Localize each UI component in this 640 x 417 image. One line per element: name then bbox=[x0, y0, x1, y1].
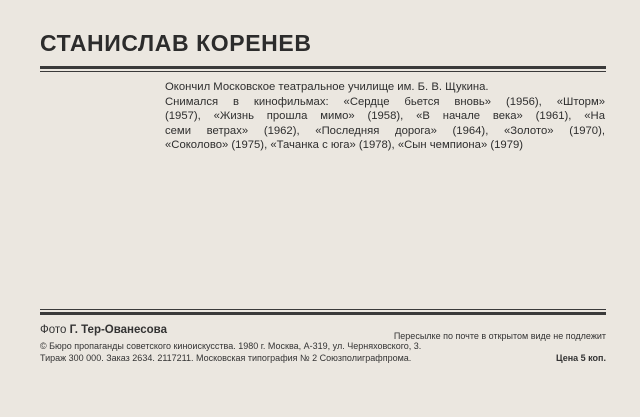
biography bbox=[165, 80, 605, 153]
title-rule-thick bbox=[40, 66, 606, 69]
photo-credit bbox=[40, 324, 167, 336]
title-rule-thin bbox=[40, 71, 606, 72]
publisher-line: © Бюро пропаганды советского киноискусства. 1980 г. Москва, А-319, ул. Черняховского, 3. bbox=[40, 341, 422, 351]
photo-credit-author: Г. Тер-Ованесова bbox=[69, 324, 167, 336]
print-info: Тираж 300 000. Заказ 2634. 2117211. Московская типография № 2 Союзполиграфпрома. bbox=[40, 353, 412, 363]
bio-line: (1957), «Жизнь прошла мимо» (1958), «В начале века» (1961), «На bbox=[165, 110, 605, 123]
price: Цена 5 коп. bbox=[556, 353, 606, 363]
page-title: СТАНИСЛАВ КОРЕНЕВ bbox=[40, 30, 312, 56]
photo-credit-prefix: Фото bbox=[40, 324, 67, 336]
bio-line: «Соколово» (1975), «Тачанка с юга» (1978), «Сын чемпиона» (1979) bbox=[165, 139, 524, 152]
bio-line: Окончил Московское театральное училище им. Б. В. Щукина. bbox=[165, 81, 489, 93]
mail-note: Пересылке по почте в открытом виде не подлежит bbox=[393, 331, 606, 341]
footer-rule-thin bbox=[40, 309, 606, 310]
footer-rule-thick bbox=[40, 312, 606, 315]
bio-line: семи ветрах» (1962), «Последняя дорога» (1964), «Золото» (1970), bbox=[165, 124, 605, 137]
bio-line: Снимался в кинофильмах: «Сердце бьется вновь» (1956), «Шторм» bbox=[165, 95, 605, 108]
